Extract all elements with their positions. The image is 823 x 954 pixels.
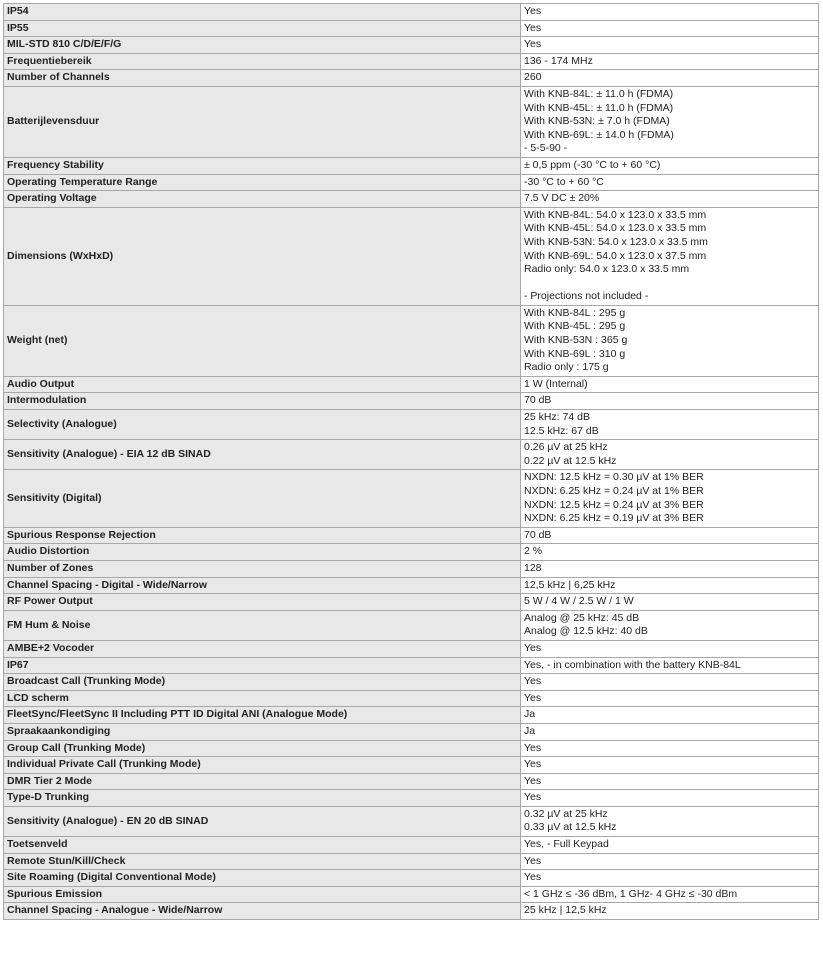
spec-value-line: With KNB-53N: 54.0 x 123.0 x 33.5 mm — [524, 235, 708, 248]
spec-row — [4, 376, 819, 393]
spec-value-line: Yes — [524, 758, 542, 771]
spec-value-line: 25 kHz: 74 dB — [524, 411, 590, 424]
spec-row — [4, 410, 819, 440]
spec-value — [521, 544, 819, 561]
spec-value-line: With KNB-69L : 310 g — [524, 347, 626, 360]
spec-value — [521, 886, 819, 903]
spec-value-line: 70 dB — [524, 394, 552, 407]
spec-value — [521, 376, 819, 393]
spec-table-body — [4, 4, 819, 920]
spec-value-line: Yes — [524, 791, 542, 804]
spec-label: Dimensions (WxHxD) — [4, 207, 521, 305]
spec-row — [4, 70, 819, 87]
spec-label: Sensitivity (Digital) — [4, 470, 521, 527]
spec-value-line: With KNB-45L: 54.0 x 123.0 x 33.5 mm — [524, 222, 707, 235]
spec-value — [521, 790, 819, 807]
spec-value-line: 70 dB — [524, 528, 552, 541]
spec-value-line: Yes — [524, 5, 542, 17]
spec-value-line: 12,5 kHz | 6,25 kHz — [524, 578, 616, 591]
spec-value — [521, 70, 819, 87]
spec-value-line: NXDN: 6.25 kHz = 0.24 µV at 1% BER — [524, 485, 704, 497]
spec-value — [521, 470, 819, 527]
spec-value-line: With KNB-84L: ± 11.0 h (FDMA) — [524, 87, 674, 100]
spec-row — [4, 837, 819, 854]
spec-value — [521, 723, 819, 740]
spec-row — [4, 53, 819, 70]
spec-label: Number of Zones — [4, 560, 521, 577]
spec-value-line: 7.5 V DC ± 20% — [524, 192, 600, 205]
spec-value-line: NXDN: 12.5 kHz = 0.24 µV at 3% BER — [524, 498, 704, 511]
spec-value — [521, 4, 819, 21]
spec-value — [521, 20, 819, 37]
spec-value-line: 12.5 kHz: 67 dB — [524, 424, 599, 437]
spec-row — [4, 806, 819, 836]
spec-value-line: Ja — [524, 708, 536, 721]
spec-label: Sensitivity (Analogue) - EN 20 dB SINAD — [4, 806, 521, 836]
spec-label: IP67 — [4, 657, 521, 674]
spec-value-line: Yes, - Full Keypad — [524, 838, 609, 851]
spec-value — [521, 440, 819, 470]
spec-row — [4, 174, 819, 191]
spec-row — [4, 544, 819, 561]
spec-value-line: 0.32 µV at 25 kHz — [524, 807, 608, 820]
spec-row — [4, 393, 819, 410]
spec-value-line: NXDN: 6.25 kHz = 0.19 µV at 3% BER — [524, 512, 704, 525]
spec-row — [4, 640, 819, 657]
spec-value — [521, 674, 819, 691]
spec-value — [521, 393, 819, 410]
spec-value-line: With KNB-53N : 365 g — [524, 334, 628, 347]
spec-value-line: 0.33 µV at 12.5 kHz — [524, 821, 617, 834]
spec-value — [521, 740, 819, 757]
spec-row — [4, 37, 819, 54]
spec-row — [4, 86, 819, 157]
spec-label: Group Call (Trunking Mode) — [4, 740, 521, 757]
spec-row — [4, 657, 819, 674]
spec-value-line: Yes — [524, 854, 542, 867]
spec-value-line: 1 W (Internal) — [524, 377, 588, 390]
spec-value-line: NXDN: 12.5 kHz = 0.30 µV at 1% BER — [524, 471, 704, 484]
spec-value-line: Yes — [524, 691, 542, 704]
spec-value — [521, 207, 819, 305]
spec-label: Operating Temperature Range — [4, 174, 521, 191]
spec-value — [521, 757, 819, 774]
spec-row — [4, 690, 819, 707]
spec-label: MIL-STD 810 C/D/E/F/G — [4, 37, 521, 54]
spec-value-line: 2 % — [524, 545, 543, 558]
spec-value — [521, 837, 819, 854]
spec-value — [521, 53, 819, 70]
spec-label: AMBE+2 Vocoder — [4, 640, 521, 657]
spec-row — [4, 723, 819, 740]
spec-value — [521, 410, 819, 440]
spec-value-line: With KNB-69L: 54.0 x 123.0 x 37.5 mm — [524, 249, 707, 262]
spec-value-line: Radio only : 175 g — [524, 361, 609, 374]
spec-value-line: 128 — [524, 561, 542, 574]
spec-row — [4, 527, 819, 544]
spec-row — [4, 4, 819, 21]
spec-row — [4, 740, 819, 757]
spec-label: IP54 — [4, 4, 521, 21]
spec-label: Frequentiebereik — [4, 53, 521, 70]
spec-row — [4, 577, 819, 594]
spec-value — [521, 157, 819, 174]
spec-label: Audio Distortion — [4, 544, 521, 561]
spec-value-line: ± 0,5 ppm (-30 °C to + 60 °C) — [524, 158, 661, 171]
spec-row — [4, 157, 819, 174]
spec-label: RF Power Output — [4, 594, 521, 611]
spec-value — [521, 640, 819, 657]
spec-label: Toetsenveld — [4, 837, 521, 854]
spec-value-line: Yes — [524, 21, 542, 34]
spec-value — [521, 174, 819, 191]
spec-row — [4, 757, 819, 774]
spec-value-line: Yes — [524, 641, 542, 654]
spec-value — [521, 560, 819, 577]
spec-value — [521, 707, 819, 724]
spec-value — [521, 690, 819, 707]
spec-value — [521, 903, 819, 920]
spec-value — [521, 37, 819, 54]
spec-value-line: Ja — [524, 724, 536, 737]
spec-row — [4, 853, 819, 870]
spec-label: LCD scherm — [4, 690, 521, 707]
spec-value — [521, 853, 819, 870]
spec-label: Frequency Stability — [4, 157, 521, 174]
spec-value — [521, 527, 819, 544]
spec-label: Weight (net) — [4, 305, 521, 376]
spec-value-line: -30 °C to + 60 °C — [524, 175, 604, 188]
spec-value-line: 0.22 µV at 12.5 kHz — [524, 454, 617, 467]
spec-row — [4, 20, 819, 37]
spec-row — [4, 207, 819, 305]
spec-value-line: Yes — [524, 871, 542, 884]
spec-row — [4, 903, 819, 920]
spec-table — [3, 3, 819, 920]
spec-label: Type-D Trunking — [4, 790, 521, 807]
spec-value-line: Analog @ 12.5 kHz: 40 dB — [524, 625, 648, 638]
spec-value — [521, 191, 819, 208]
spec-label: Spurious Response Rejection — [4, 527, 521, 544]
spec-label: Individual Private Call (Trunking Mode) — [4, 757, 521, 774]
spec-row — [4, 560, 819, 577]
spec-row — [4, 886, 819, 903]
spec-value — [521, 594, 819, 611]
spec-label: Remote Stun/Kill/Check — [4, 853, 521, 870]
spec-label: Number of Channels — [4, 70, 521, 87]
spec-value-line: < 1 GHz ≤ -36 dBm, 1 GHz- 4 GHz ≤ -30 dBm — [524, 887, 738, 900]
spec-value-line: 25 kHz | 12,5 kHz — [524, 904, 607, 917]
spec-label: DMR Tier 2 Mode — [4, 773, 521, 790]
spec-label: Channel Spacing - Analogue - Wide/Narrow — [4, 903, 521, 920]
spec-value-line: 260 — [524, 71, 542, 84]
spec-label: FM Hum & Noise — [4, 610, 521, 640]
spec-value — [521, 610, 819, 640]
spec-row — [4, 707, 819, 724]
spec-label: Broadcast Call (Trunking Mode) — [4, 674, 521, 691]
spec-label: Spurious Emission — [4, 886, 521, 903]
spec-row — [4, 790, 819, 807]
spec-value-line: Yes — [524, 675, 542, 688]
spec-value-line: Yes, - in combination with the battery KNB-84L — [524, 658, 741, 671]
spec-label: Site Roaming (Digital Conventional Mode) — [4, 870, 521, 887]
spec-value-line: Radio only: 54.0 x 123.0 x 33.5 mm — [524, 263, 690, 276]
spec-label: Spraakaankondiging — [4, 723, 521, 740]
spec-value-line: With KNB-84L: 54.0 x 123.0 x 33.5 mm — [524, 208, 707, 221]
spec-value-line: 0.26 µV at 25 kHz — [524, 441, 608, 454]
spec-label: Selectivity (Analogue) — [4, 410, 521, 440]
spec-label: FleetSync/FleetSync II Including PTT ID Digital ANI (Analogue Mode) — [4, 707, 521, 724]
spec-value — [521, 657, 819, 674]
spec-value — [521, 870, 819, 887]
spec-row — [4, 773, 819, 790]
spec-value-line: With KNB-53N: ± 7.0 h (FDMA) — [524, 115, 670, 128]
spec-value-line: 5 W / 4 W / 2.5 W / 1 W — [524, 595, 634, 608]
spec-row — [4, 305, 819, 376]
spec-value — [521, 86, 819, 157]
spec-row — [4, 610, 819, 640]
spec-value-line: - Projections not included - — [524, 290, 649, 303]
spec-value-line: Yes — [524, 38, 542, 51]
spec-value-line: With KNB-45L : 295 g — [524, 320, 626, 333]
spec-row — [4, 594, 819, 611]
spec-value — [521, 773, 819, 790]
spec-label: Sensitivity (Analogue) - EIA 12 dB SINAD — [4, 440, 521, 470]
spec-value-line: With KNB-84L : 295 g — [524, 306, 626, 319]
spec-row — [4, 870, 819, 887]
spec-value — [521, 806, 819, 836]
spec-label: Intermodulation — [4, 393, 521, 410]
spec-row — [4, 674, 819, 691]
spec-label: Audio Output — [4, 376, 521, 393]
spec-value-line — [524, 277, 815, 291]
spec-label: IP55 — [4, 20, 521, 37]
spec-label: Batterijlevensduur — [4, 86, 521, 157]
spec-row — [4, 440, 819, 470]
spec-value — [521, 305, 819, 376]
spec-value-line: Analog @ 25 kHz: 45 dB — [524, 611, 640, 624]
spec-value-line: With KNB-45L: ± 11.0 h (FDMA) — [524, 101, 674, 114]
spec-row — [4, 191, 819, 208]
spec-value-line: Yes — [524, 774, 542, 787]
spec-value-line: With KNB-69L: ± 14.0 h (FDMA) — [524, 128, 674, 141]
spec-label: Operating Voltage — [4, 191, 521, 208]
spec-value-line: 136 - 174 MHz — [524, 54, 593, 67]
spec-value-line: - 5-5-90 - — [524, 142, 568, 155]
spec-value — [521, 577, 819, 594]
spec-label: Channel Spacing - Digital - Wide/Narrow — [4, 577, 521, 594]
spec-row — [4, 470, 819, 527]
spec-value-line: Yes — [524, 741, 542, 754]
